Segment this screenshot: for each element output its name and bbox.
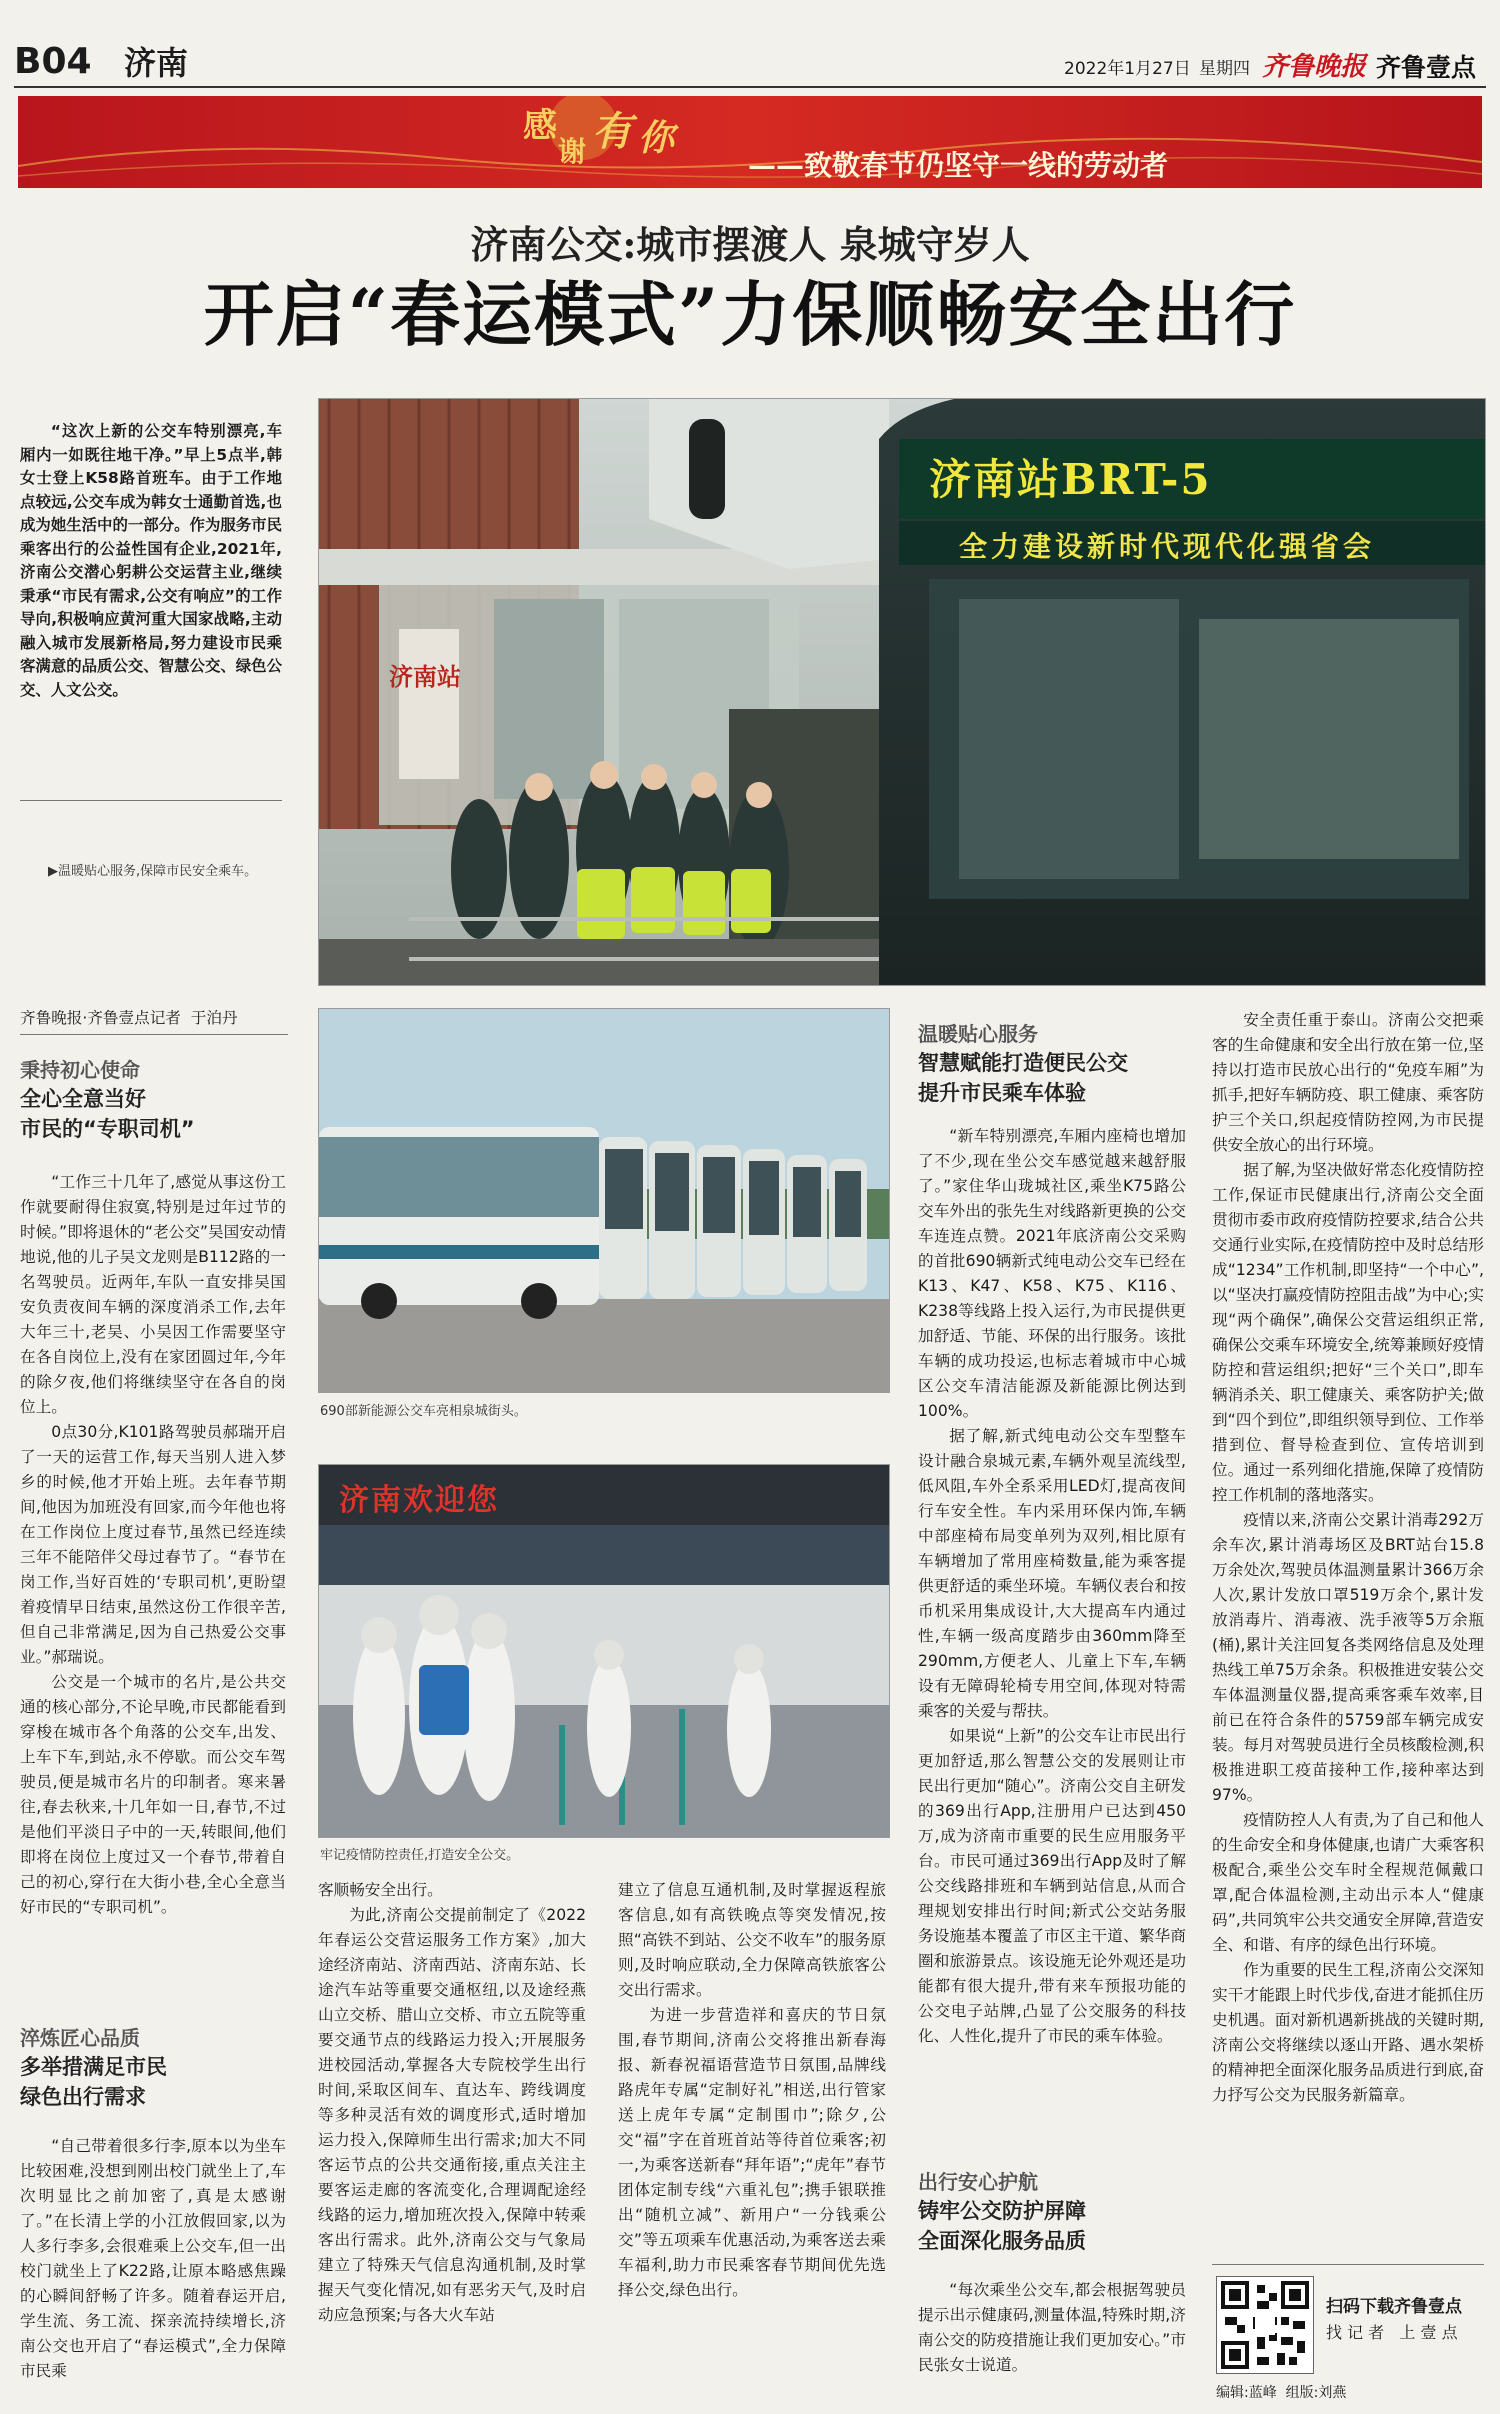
qr-code[interactable] — [1216, 2276, 1314, 2374]
headline-main: 开启“春运模式”力保顺畅安全出行 — [203, 273, 1297, 356]
main-photo-caption: ▶温暖贴心服务,保障市民安全乘车。 — [48, 864, 258, 879]
section-3-kicker: 温暖贴心服务 — [918, 1022, 1038, 1046]
banner-char-1: 感 — [523, 106, 557, 146]
disinfection-illustration — [319, 1465, 889, 1837]
section-1-title-line2: 市民的“专职司机” — [20, 1117, 195, 1141]
section-2-kicker: 淬炼匠心品质 — [20, 2026, 140, 2050]
headline-kicker: 济南公交:城市摆渡人 泉城守岁人 — [470, 222, 1030, 267]
c5-paragraph-5: 作为重要的民生工程,济南公交深知实干才能跟上时代步伐,奋进才能抓住历史机遇。面对新机遇新挑战的关键时期,济南公交将继续以逐山开路、遇水架桥的精神把全面深化服务品质进行到底,奋力抒写公交为民服务新篇章。 — [1212, 1961, 1484, 2104]
column-4-body-b — [918, 2278, 1186, 2378]
qr-sublabel: 找 记 者 上 壹 点 — [1326, 2323, 1458, 2342]
bus-fleet-caption: 690部新能源公交车亮相泉城街头。 — [320, 1404, 527, 1419]
banner-char-3: 有 — [592, 108, 632, 155]
disinfection-caption: 牢记疫情防控责任,打造安全公交。 — [320, 1848, 520, 1863]
section-1-title-line1: 全心全意当好 — [20, 1087, 146, 1111]
lead-rule — [20, 800, 282, 801]
c2-paragraph-2: 为此,济南公交提前制定了《2022年春运公交营运服务工作方案》,加大途经济南站、济南西站、济南东站、长途汽车站等重要交通枢纽,以及途经燕山立交桥、腊山立交桥、市立五院等重要交通节点的线路运力投入;开展服务进校园活动,掌握各大专院校学生出行时间,采取区间车、直达车、跨线调度等多种灵活有效的调度形式,适时增加运力投入,保障师生出行需求;加大不同客运节点的公共交通衔接,重点关注主要客运走廊的客流变化,合理调配途经线路的运力,增加班次投入,保障中转乘客出行需求。此外,济南公交与气象局建立了特殊天气信息沟通机制,及时掌握天气变化情况,如有恶劣天气,及时启动应急预案;与各大火车站 — [318, 1906, 586, 2324]
c4-paragraph-4: “每次乘坐公交车,都会根据驾驶员提示出示健康码,测量体温,特殊时期,济南公交的防疫措施让我们更加安心。”市民张女士说道。 — [918, 2281, 1186, 2374]
platform-sign: 济南站 — [389, 663, 461, 691]
c4-paragraph-1: “新车特别漂亮,车厢内座椅也增加了不少,现在坐公交车感觉越来越舒服了。”家住华山珑城社区,乘坐K75路公交车外出的张先生对线路新更换的公交车连连点赞。2021年底济南公交采购的首批690辆新式纯电动公交车已经在K13、K47、K58、K75、K116、K238等线路上投入运行,为市民提供更加舒适、节能、环保的出行服务。该批车辆的成功投运,也标志着城市中心城区公交车清洁能源及新能源比例达到100%。 — [918, 1127, 1186, 1420]
lead-text: “这次上新的公交车特别漂亮,车厢内一如既往地干净。”早上5点半,韩女士登上K58路首班车。由于工作地点较远,公交车成为韩女士通勤首选,也成为她生活中的一部分。作为服务市民乘客出行的公益性国有企业,2021年,济南公交潜心躬耕公交运营主业,继续秉承“市民有需求,公交有响应”的工作导向,积极响应黄河重大国家战略,主动融入城市发展新格局,努力建设市民乘客满意的品质公交、智慧公交、绿色公交、人文公交。 — [20, 422, 282, 699]
section-3-heading — [918, 1020, 1188, 1108]
column-4-body — [918, 1124, 1186, 2049]
section-name: 济南 — [124, 44, 189, 82]
qr-code-icon — [1217, 2277, 1313, 2373]
app-logo: 齐鲁壹点 — [1376, 53, 1477, 82]
byline: 齐鲁晚报·齐鲁壹点记者 于泊丹 — [20, 1009, 238, 1027]
banner-char-2: 谢 — [558, 135, 587, 168]
disinfection-banner: 济南欢迎您 — [339, 1483, 499, 1518]
section-3-title-line2: 提升市民乘车体验 — [918, 1081, 1086, 1105]
c5-paragraph-2: 据了解,为坚决做好常态化疫情防控工作,保证市民健康出行,济南公交全面贯彻市委市政府疫情防控要求,结合公共交通行业实际,在疫情防控中及时总结形成“1234”工作机制,即坚持“一个中心”,以“坚决打赢疫情防控阻击战”为中心;实现“两个确保”,确保公交营运组织正常,确保公交乘车环境安全,统筹兼顾好疫情防控和营运组织;把好“三个关口”,即车辆消杀关、职工健康关、乘客防护关;做到“四个到位”,即组织领导到位、工作举措到位、督导检查到位、宣传培训到位。通过一系列细化措施,保障了疫情防控工作机制的落地落实。 — [1212, 1161, 1484, 1504]
issue-date: 2022年1月27日 — [1064, 59, 1191, 79]
footer-rule — [1212, 2264, 1484, 2265]
column-5-body — [1212, 1008, 1484, 2108]
c3-paragraph-1: 建立了信息互通机制,及时掌握返程旅客信息,如有高铁晚点等突发情况,按照“高铁不到站、公交不收车”的服务原则,及时响应联动,全力保障高铁旅客公交出行需求。 — [618, 1881, 886, 1999]
c1-paragraph-4: “自己带着很多行李,原本以为坐车比较困难,没想到刚出校门就坐上了,车次明显比之前加密了,真是太感谢了。”在长清上学的小江放假回家,以为人多行李多,会很难乘上公交车,但一出校门就坐上了K22路,让原本略感焦躁的心瞬间舒畅了许多。随着春运开启,学生流、务工流、探亲流持续增长,济南公交也开启了“春运模式”,全力保障市民乘 — [20, 2137, 286, 2380]
main-photo-illustration — [319, 399, 1485, 985]
section-4-title-line2: 全面深化服务品质 — [918, 2229, 1086, 2253]
banner-char-4: 你 — [638, 117, 675, 159]
section-4-title-line1: 铸牢公交防护屏障 — [918, 2199, 1086, 2223]
section-1-kicker: 秉持初心使命 — [20, 1058, 140, 1082]
section-2-title-line1: 多举措满足市民 — [20, 2055, 167, 2079]
byline-rule — [20, 1034, 288, 1035]
c5-paragraph-1: 安全责任重于泰山。济南公交把乘客的生命健康和安全出行放在第一位,坚持以打造市民放心出行的“免疫车厢”为抓手,把好车辆防疫、职工健康、乘客防护三个关口,织起疫情防控网,为市民提供安全放心的出行环境。 — [1212, 1011, 1484, 1154]
lead-paragraph — [20, 420, 282, 702]
bus-fleet-photo — [318, 1008, 890, 1393]
c4-paragraph-2: 据了解,新式纯电动公交车型整车设计融合泉城元素,车辆外观呈流线型,低风阻,车外全系采用LED灯,提高夜间行车安全性。车内采用环保内饰,车辆中部座椅布局变单列为双列,相比原有车辆增加了常用座椅数量,能为乘客提供更舒适的乘坐环境。车辆仪表台和按币机采用集成设计,大大提高车内通过性,车辆一级高度踏步由360mm降至290mm,方便老人、儿童上下车,车辆设有无障碍轮椅专用空间,体现对特需乘客的关爱与帮扶。 — [918, 1427, 1186, 1720]
page-code: B04 — [14, 41, 92, 82]
c1-paragraph-2: 0点30分,K101路驾驶员郝瑞开启了一天的运营工作,每天当别人进入梦乡的时候,他才开始上班。去年春节期间,他因为加班没有回家,而今年他也将在工作岗位上度过春节,虽然已经连续三年不能陪伴父母过春节了。“春节在岗工作,当好百姓的‘专职司机’,更盼望着疫情早日结束,虽然这份工作很辛苦,但自己非常满足,因为自己热爱公交事业。”郝瑞说。 — [20, 1423, 286, 1666]
banner-subtitle: ——致敬春节仍坚守一线的劳动者 — [748, 149, 1169, 182]
header-rule — [14, 86, 1486, 88]
station-sign: 济南站BRT-5 — [929, 455, 1212, 504]
main-photo — [318, 398, 1486, 986]
column-2-body — [318, 1878, 586, 2328]
section-2-heading — [20, 2024, 288, 2112]
c2-paragraph-1: 客顺畅安全出行。 — [318, 1881, 443, 1899]
page-header — [14, 40, 1484, 88]
section-1-heading — [20, 1056, 288, 1144]
section-3-title-line1: 智慧赋能打造便民公交 — [918, 1051, 1128, 1075]
editor-credit: 编辑:蓝峰 组版:刘燕 — [1216, 2385, 1347, 2401]
bus-fleet-illustration — [319, 1009, 889, 1392]
section-2-title-line2: 绿色出行需求 — [20, 2085, 146, 2109]
c5-paragraph-4: 疫情防控人人有责,为了自己和他人的生命安全和身体健康,也请广大乘客积极配合,乘坐公交车时全程规范佩戴口罩,配合体温检测,主动出示本人“健康码”,共同筑牢公共交通安全屏障,营造安全、和谐、有序的绿色出行环境。 — [1212, 1811, 1484, 1954]
banner — [18, 96, 1482, 188]
c1-paragraph-3: 公交是一个城市的名片,是公共交通的核心部分,不论早晚,市民都能看到穿梭在城市各个角落的公交车,出发、上车下车,到站,永不停歇。而公交车驾驶员,便是城市名片的印制者。寒来暑往,春去秋来,十几年如一日,春节,不过是他们平淡日子中的一天,转眼间,他们即将在岗位上度过又一个春节,带着自己的初心,穿行在大街小巷,全心全意当好市民的“专职司机”。 — [20, 1673, 286, 1916]
c5-paragraph-3: 疫情以来,济南公交累计消毒292万余车次,累计消毒场区及BRT站台15.8万余处次,驾驶员体温测量累计366万余人次,累计发放口罩519万余个,累计发放消毒片、消毒液、洗手液等5万余瓶(桶),累计关注回复各类网络信息及处理热线工单75万余条。积极推进安装公交车体温测量仪器,提高乘客乘车效率,目前已在符合条件的5759部车辆完成安装。每月对驾驶员进行全员核酸检测,积极推进职工疫苗接种工作,接种率达到97%。 — [1212, 1511, 1484, 1804]
section-4-kicker: 出行安心护航 — [918, 2170, 1038, 2194]
section-4-heading — [918, 2168, 1188, 2256]
column-1-body-b — [20, 2134, 286, 2384]
disinfection-photo — [318, 1464, 890, 1838]
bus-banner: 全力建设新时代现代化强省会 — [959, 530, 1376, 563]
newspaper-logo: 齐鲁晚报 — [1262, 52, 1367, 82]
column-3-body — [618, 1878, 886, 2303]
issue-weekday: 星期四 — [1199, 59, 1250, 79]
c3-paragraph-2: 为进一步营造祥和喜庆的节日氛围,春节期间,济南公交将推出新春海报、新春祝福语营造节日氛围,品牌线路虎年专属“定制好礼”相送,出行管家送上虎年专属“定制围巾”;除夕,公交“福”字在首班首站等待首位乘客;初一,为乘客送新春“拜年语”;“虎年”春节团体定制专线“六重礼包”;携手银联推出“随机立减”、新用户“一分钱乘公交”等五项乘车优惠活动,为乘客送去乘车福利,助力市民乘客春节期间优先选择公交,绿色出行。 — [618, 2006, 886, 2299]
c4-paragraph-3: 如果说“上新”的公交车让市民出行更加舒适,那么智慧公交的发展则让市民出行更加“随心”。济南公交自主研发的369出行App,注册用户已达到450万,成为济南市重要的民生应用服务平台。市民可通过369出行App及时了解公交线路排班和车辆到站信息,从而合理规划安排出行时间;新式公交站务服务设施基本覆盖了市区主干道、繁华商圈和旅游景点。该设施无论外观还是功能都有很大提升,带有来车预报功能的公交电子站牌,凸显了公交服务的科技化、人性化,提升了市民的乘车体验。 — [918, 1727, 1186, 2045]
c1-paragraph-1: “工作三十几年了,感觉从事这份工作就要耐得住寂寞,特别是过年过节的时候。”即将退休的“老公交”吴国安动情地说,他的儿子吴文龙则是B112路的一名驾驶员。近两年,车队一直安排吴国安负责夜间车辆的深度消杀工作,去年大年三十,老吴、小吴因工作需要坚守在各自岗位上,没有在家团圆过年,今年的除夕夜,他们将继续坚守在各自的岗位上。 — [20, 1173, 286, 1416]
qr-label: 扫码下载齐鲁壹点 — [1326, 2297, 1462, 2317]
column-1-body — [20, 1170, 286, 1920]
